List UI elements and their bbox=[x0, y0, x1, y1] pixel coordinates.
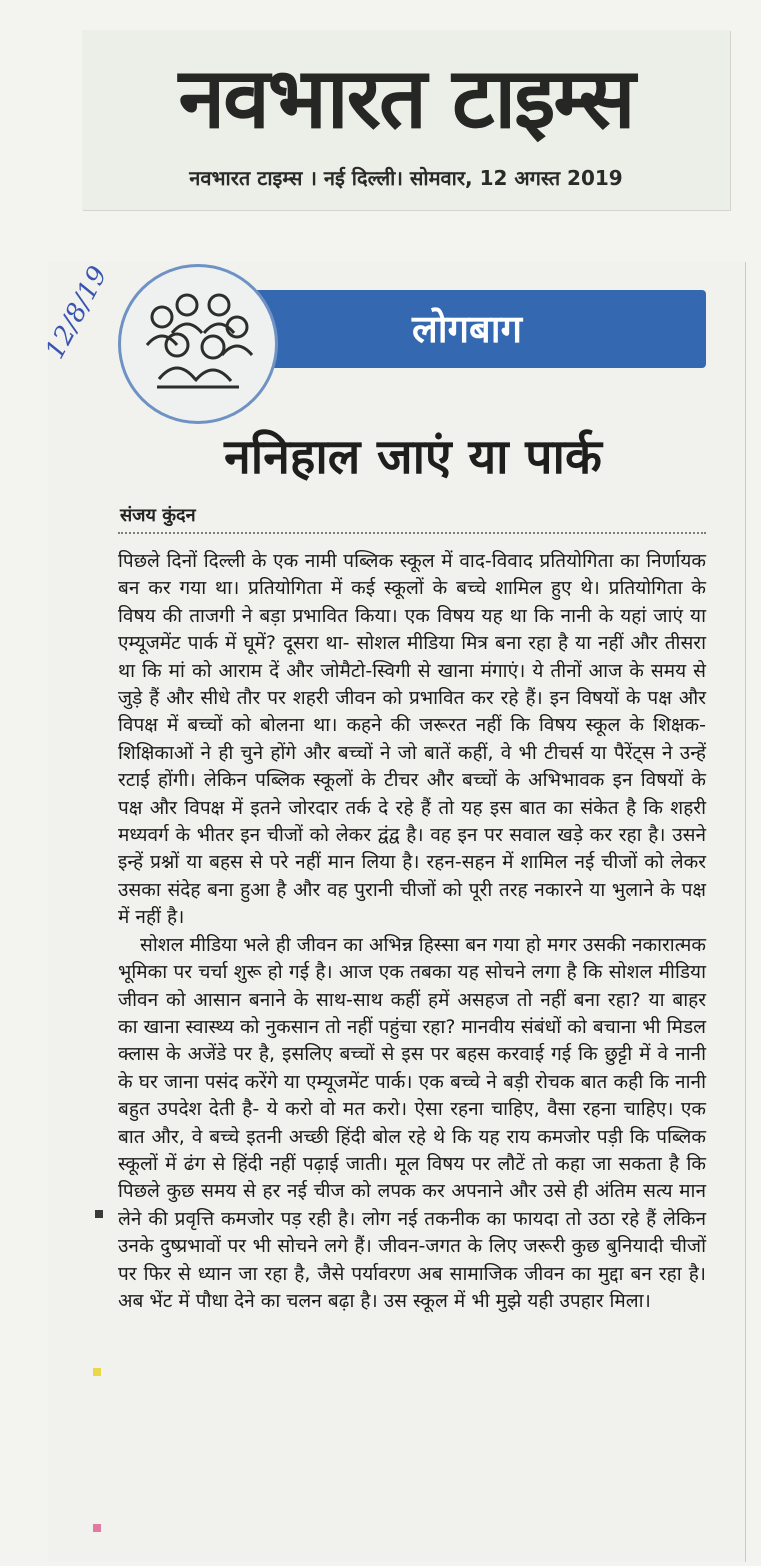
article-paragraph-1: पिछले दिनों दिल्ली के एक नामी पब्लिक स्कूल में वाद-विवाद प्रतियोगिता का निर्णायक बन कर गया था। प्रतियोगिता में कई स्कूलों के बच्चे शामिल हुए थे। प्रतियोगिता के विषय की ताजगी ने बड़ा प्रभावित किया। एक विषय यह था कि नानी के यहां जाएं या एम्यूजमेंट पार्क में घूमें? दूसरा था- सोशल मीडिया मित्र बना रहा है या नहीं और तीसरा था कि मां को आराम दें और जोमैटो-स्विगी से खाना मंगाएं। ये तीनों आज के समय से जुड़े हैं और सीधे तौर पर शहरी जीवन को प्रभावित कर रहे हैं। इन विषयों के पक्ष और विपक्ष में बच्चों को बोलना था। कहने की जरूरत नहीं कि विषय स्कूल के शिक्षक-शिक्षिकाओं ने ही चुने होंगे और बच्चों ने जो बातें कहीं, वे भी टीचर्स या पैरेंट्स ने उन्हें रटाई होंगी। लेकिन पब्लिक स्कूलों के टीचर और बच्चों के अभिभावक इन विषयों के पक्ष और विपक्ष में इतने जोरदार तर्क दे रहे हैं तो यह इस बात का संकेत है कि शहरी मध्यवर्ग के भीतर इन चीजों को लेकर द्वंद्व है। वह इन पर सवाल खड़े कर रहा है। उसने इन्हें प्रश्नों या बहस से परे नहीं मान लिया है। रहन-सहन में शामिल नई चीजों को लेकर उसका संदेह बना हुआ है और वह पुरानी चीजों को पूरी तरह नकारने या भुलाने के पक्ष में नहीं है। bbox=[118, 550, 706, 929]
column-logo bbox=[118, 264, 278, 424]
masthead-title: नवभारत टाइम्स bbox=[178, 49, 634, 147]
dotted-divider bbox=[118, 532, 706, 534]
margin-mark bbox=[93, 1368, 101, 1376]
masthead-dateline: नवभारत टाइम्स । नई दिल्ली। सोमवार, 12 अगस्त 2019 bbox=[189, 166, 623, 190]
article-paragraph-2: सोशल मीडिया भले ही जीवन का अभिन्न हिस्सा बन गया हो मगर उसकी नकारात्मक भूमिका पर चर्चा शुरू हो गई है। आज एक तबका यह सोचने लगा है कि सोशल मीडिया जीवन को आसान बनाने के साथ-साथ कहीं हमें असहज तो नहीं बना रहा? या बाहर का खाना स्वास्थ्य को नुकसान तो नहीं पहुंचा रहा? मानवीय संबंधों को बचाना भी मिडल क्लास के अजेंडे पर है, इसलिए बच्चों से इस पर बहस करवाई गई कि छुट्टी में वे नानी के घर जाना पसंद करेंगे या एम्यूजमेंट पार्क। एक बच्चे ने बड़ी रोचक बात कही कि नानी बहुत उपदेश देती है- ये करो वो मत करो। ऐसा रहना चाहिए, वैसा रहना चाहिए। एक बात और, वे बच्चे इतनी अच्छी हिंदी बोल रहे थे कि यह राय कमजोर पड़ी कि पब्लिक स्कूलों में ढंग से हिंदी नहीं पढ़ाई जाती। मूल विषय पर लौटें तो कहा जा सकता है कि पिछले कुछ समय से हर नई चीज को लपक कर अपनाने और उसे ही अंतिम सत्य मान लेने की प्रवृत्ति कमजोर पड़ रही है। लोग नई तकनीक का फायदा तो उठा रहे हैं लेकिन उनके दुष्प्रभावों पर भी सोचने लगे हैं। जीवन-जगत के लिए जरूरी कुछ बुनियादी चीजों पर फिर से ध्यान जा रहा है, जैसे पर्यावरण अब सामाजिक जीवन का मुद्दा बन रहा है। अब भेंट में पौधा देने का चलन बढ़ा है। उस स्कूल में भी मुझे यही उपहार मिला। bbox=[118, 933, 706, 1312]
masthead-clipping bbox=[82, 30, 730, 210]
margin-mark bbox=[93, 1524, 101, 1532]
margin-mark bbox=[95, 1210, 103, 1218]
article-body bbox=[118, 548, 706, 1315]
article-author: संजय कुंदन bbox=[120, 505, 196, 526]
people-group-icon bbox=[137, 283, 259, 405]
handwritten-date: 12/8/19 bbox=[40, 261, 114, 365]
article-headline: ननिहाल जाएं या पार्क bbox=[224, 429, 602, 485]
column-label: लोगबाग bbox=[412, 307, 522, 351]
